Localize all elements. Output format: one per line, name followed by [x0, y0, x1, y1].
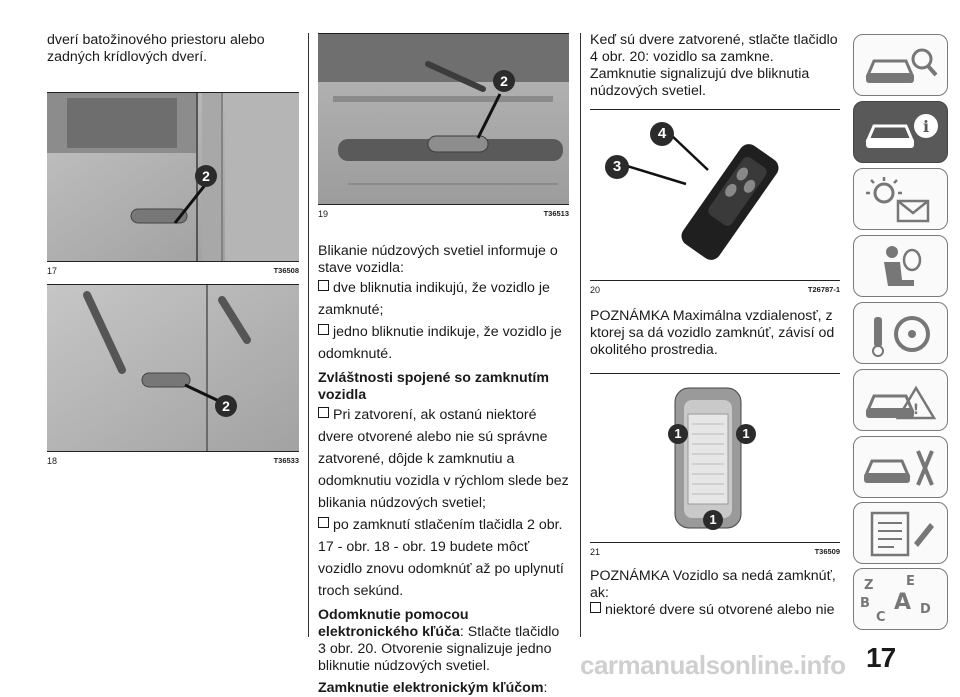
tab-key-steering[interactable] [853, 302, 948, 364]
list-item: Pri zatvorení, ak ostanú niektoré dvere otvorené alebo nie sú správne zatvorené, dôjde k zamknutiu a odomknutiu vozidla v rýchlom slede bez blikania núdzových svetiel; [318, 407, 569, 511]
tailgate-handle-photo [318, 34, 569, 204]
figure-19 [318, 33, 569, 220]
tab-car-service[interactable] [853, 436, 948, 498]
callout-4: 4 [650, 122, 674, 146]
figure-code: T36513 [543, 209, 569, 218]
svg-text:!: ! [912, 402, 920, 418]
checkbox-bullet-icon [318, 324, 329, 335]
figure-17 [47, 92, 299, 277]
svg-text:A: A [894, 590, 912, 615]
car-service-icon [854, 437, 949, 499]
svg-text:Z: Z [864, 578, 874, 593]
tab-car-crash[interactable] [853, 369, 948, 431]
figure-21 [590, 373, 840, 558]
column-3 [590, 0, 840, 619]
electronic-key-illustration [590, 110, 840, 280]
note-distance: POZNÁMKA Maximálna vzdialenosť, z ktorej sa dá vozidlo zamknúť, závisí od okolitého prostredia. [590, 308, 835, 358]
intro-text: dverí batožinového priestoru alebo zadných krídlových dverí. [47, 32, 265, 65]
list-item: niektoré dvere sú otvorené alebo nie [590, 602, 840, 619]
paragraph-unlock-key: Odomknutie pomocou elektronického kľúča: Stlačte tlačidlo 3 obr. 20. Otvorenie signalizuje jedno bliknutie núdzových svetiel. [318, 607, 560, 674]
vehicle-topview-illustration [590, 374, 840, 542]
svg-text:i: i [922, 117, 930, 136]
key-steering-icon [854, 303, 949, 365]
airbag-seat-icon [854, 236, 949, 298]
figure-20 [590, 109, 840, 296]
figure-number: 19 [318, 209, 329, 219]
tab-specs-list[interactable] [853, 502, 948, 564]
callout-1: 1 [668, 424, 688, 444]
figure-number: 21 [590, 547, 601, 557]
figure-code: T36533 [273, 456, 299, 465]
list-item: dve bliknutia indikujú, že vozidlo je zamknuté; [318, 280, 550, 318]
section-heading: Zvláštnosti spojené so zamknutím vozidla [318, 370, 549, 403]
figure-code: T26787-1 [807, 285, 840, 294]
tab-warning-lights[interactable] [853, 168, 948, 230]
checkbox-bullet-icon [318, 407, 329, 418]
figure-code: T36508 [273, 266, 299, 275]
callout-1: 1 [736, 424, 756, 444]
car-info-icon [854, 102, 949, 164]
car-crash-icon [854, 370, 949, 432]
figure-18 [47, 284, 299, 467]
note-cannot-lock: POZNÁMKA Vozidlo sa nedá zamknúť, ak: [590, 568, 836, 601]
page-number: 17 [866, 642, 896, 673]
specs-list-icon [854, 503, 949, 565]
column-divider [308, 33, 309, 637]
figure-number: 20 [590, 285, 601, 295]
callout-2: 2 [493, 70, 515, 92]
tab-alphabet-index[interactable] [853, 568, 948, 630]
callout-1: 1 [703, 510, 723, 530]
list-item: jedno bliknutie indikuje, že vozidlo je odomknuté. [318, 324, 562, 362]
checkbox-bullet-icon [318, 517, 329, 528]
list-item: po zamknutí stlačením tlačidla 2 obr. 17 - obr. 18 - obr. 19 budete môcť vozidlo znovu odomknúť až po uplynutí troch sekúnd. [318, 517, 564, 599]
paragraph-blinking: Blikanie núdzových svetiel informuje o stave vozidla: [318, 243, 558, 276]
rear-door-handle-photo [47, 285, 299, 451]
paragraph-lock: Keď sú dvere zatvorené, stlačte tlačidlo 4 obr. 20: vozidlo sa zamkne. Zamknutie signalizujú dve bliknutia núdzových svetiel. [590, 32, 838, 99]
car-search-icon [854, 35, 949, 97]
figure-number: 18 [47, 456, 58, 466]
warning-lights-icon [854, 169, 949, 231]
svg-text:C: C [876, 610, 886, 625]
tab-car-info[interactable] [853, 101, 948, 163]
callout-2: 2 [195, 165, 217, 187]
door-handle-photo [47, 93, 299, 261]
paragraph-lock-key: Zamknutie elektronickým kľúčom: [318, 680, 548, 696]
callout-3: 3 [605, 155, 629, 179]
column-1 [47, 0, 299, 467]
callout-2: 2 [215, 395, 237, 417]
alphabet-index-icon [854, 569, 949, 631]
tab-airbag-seat[interactable] [853, 235, 948, 297]
figure-code: T36509 [814, 547, 840, 556]
watermark: carmanualsonline.info [580, 650, 846, 680]
svg-text:E: E [906, 574, 915, 589]
tab-car-search[interactable] [853, 34, 948, 96]
column-2 [318, 0, 569, 697]
svg-text:B: B [860, 596, 870, 611]
checkbox-bullet-icon [318, 280, 329, 291]
svg-text:D: D [920, 602, 931, 617]
checkbox-bullet-icon [590, 602, 601, 613]
figure-number: 17 [47, 266, 58, 276]
column-divider [580, 33, 581, 637]
